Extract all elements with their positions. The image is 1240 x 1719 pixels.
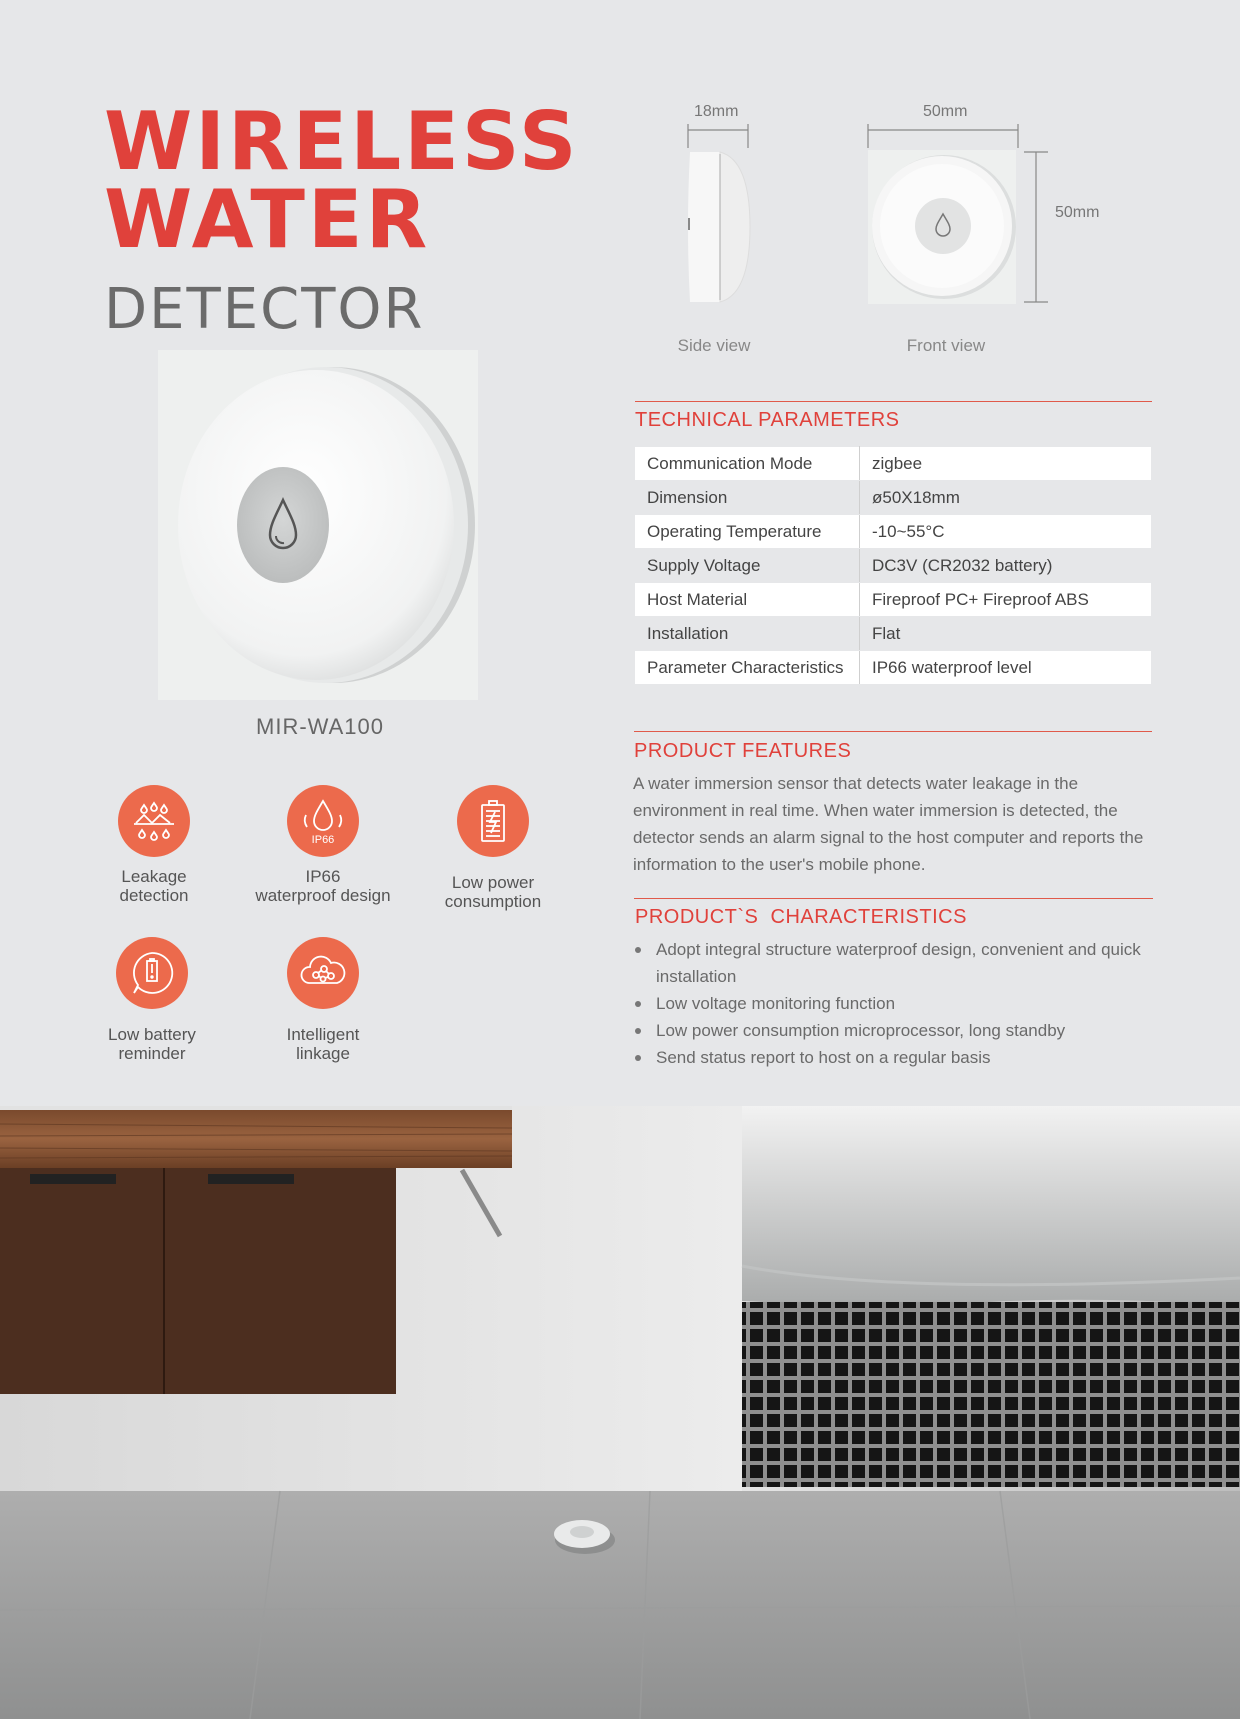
feature-label-line2: consumption xyxy=(444,892,542,911)
feature-label-line1: IP66 xyxy=(305,867,341,886)
product-features-title: PRODUCT FEATURES xyxy=(634,740,852,762)
side-view-device xyxy=(688,152,750,302)
technical-parameters-title: TECHNICAL PARAMETERS xyxy=(635,409,900,431)
param-value: zigbee xyxy=(860,447,1152,481)
front-view-device xyxy=(868,150,1016,304)
param-value: Flat xyxy=(860,617,1152,651)
list-item: Send status report to host on a regular basis xyxy=(633,1044,1153,1071)
table-row xyxy=(635,447,1152,481)
side-view-label: Side view xyxy=(677,336,751,355)
feature-label-line2: waterproof design xyxy=(255,886,391,905)
param-name: Installation xyxy=(635,617,860,651)
battery-icon xyxy=(457,785,529,857)
feature-ip66 xyxy=(243,785,403,905)
feature-label-line1: Leakage xyxy=(121,867,187,886)
side-width-label: 18mm xyxy=(694,103,739,120)
technical-parameters-table xyxy=(634,446,1152,685)
param-value: -10~55°C xyxy=(860,515,1152,549)
dimension-diagram xyxy=(680,120,1060,310)
param-value: DC3V (CR2032 battery) xyxy=(860,549,1152,583)
table-row xyxy=(635,481,1152,515)
cloud-network-icon xyxy=(287,937,359,1009)
list-item: Adopt integral structure waterproof design, convenient and quick installation xyxy=(633,936,1153,990)
feature-label-line2: reminder xyxy=(118,1044,186,1063)
ip66-drop-icon xyxy=(287,785,359,857)
param-name: Communication Mode xyxy=(635,447,860,481)
feature-leakage-detection xyxy=(74,785,234,905)
svg-text:IP66: IP66 xyxy=(311,834,335,846)
section-divider xyxy=(635,401,1152,402)
table-row xyxy=(635,549,1152,583)
param-name: Parameter Characteristics xyxy=(635,651,860,685)
feature-low-power xyxy=(413,785,573,911)
feature-label-line1: Low power xyxy=(451,873,535,892)
feature-label-line1: Intelligent xyxy=(286,1025,360,1044)
feature-label-line1: Low battery xyxy=(108,1025,196,1044)
param-name: Operating Temperature xyxy=(635,515,860,549)
table-row xyxy=(635,515,1152,549)
param-value: Fireproof PC+ Fireproof ABS xyxy=(860,583,1152,617)
leakage-icon xyxy=(118,785,190,857)
param-value: IP66 waterproof level xyxy=(860,651,1152,685)
characteristics-title: PRODUCT`S CHARACTERISTICS xyxy=(635,906,967,928)
table-row xyxy=(635,617,1152,651)
product-photo xyxy=(158,350,478,700)
param-name: Supply Voltage xyxy=(635,549,860,583)
title-line-wireless: WIRELESS xyxy=(104,95,580,188)
table-row xyxy=(635,651,1152,685)
param-name: Dimension xyxy=(635,481,860,515)
table-row xyxy=(635,583,1152,617)
param-value: ø50X18mm xyxy=(860,481,1152,515)
detector-device-image xyxy=(158,350,478,700)
characteristics-list xyxy=(633,936,1153,1071)
feature-label-line2: detection xyxy=(119,886,189,905)
product-features-text: A water immersion sensor that detects water leakage in the environment in real time. When water immersion is detected, the detector sends an alarm signal to the host computer and reports the information to the user's mobile phone. xyxy=(633,774,1144,874)
feature-low-battery xyxy=(72,937,232,1063)
model-number: MIR-WA100 xyxy=(256,714,384,739)
section-divider xyxy=(634,898,1153,899)
title-line-water: WATER xyxy=(104,173,431,266)
bathroom-scene-photo xyxy=(0,1106,1240,1719)
param-name: Host Material xyxy=(635,583,860,617)
front-width-label: 50mm xyxy=(923,103,968,120)
section-divider xyxy=(634,731,1152,732)
feature-label-line2: linkage xyxy=(296,1044,350,1063)
low-battery-icon xyxy=(116,937,188,1009)
front-height-label: 50mm xyxy=(1055,204,1100,221)
title-line-detector: DETECTOR xyxy=(104,277,425,342)
feature-intelligent-linkage xyxy=(243,937,403,1063)
list-item: Low power consumption microprocessor, long standby xyxy=(633,1017,1153,1044)
front-view-label: Front view xyxy=(906,336,986,355)
list-item: Low voltage monitoring function xyxy=(633,990,1153,1017)
